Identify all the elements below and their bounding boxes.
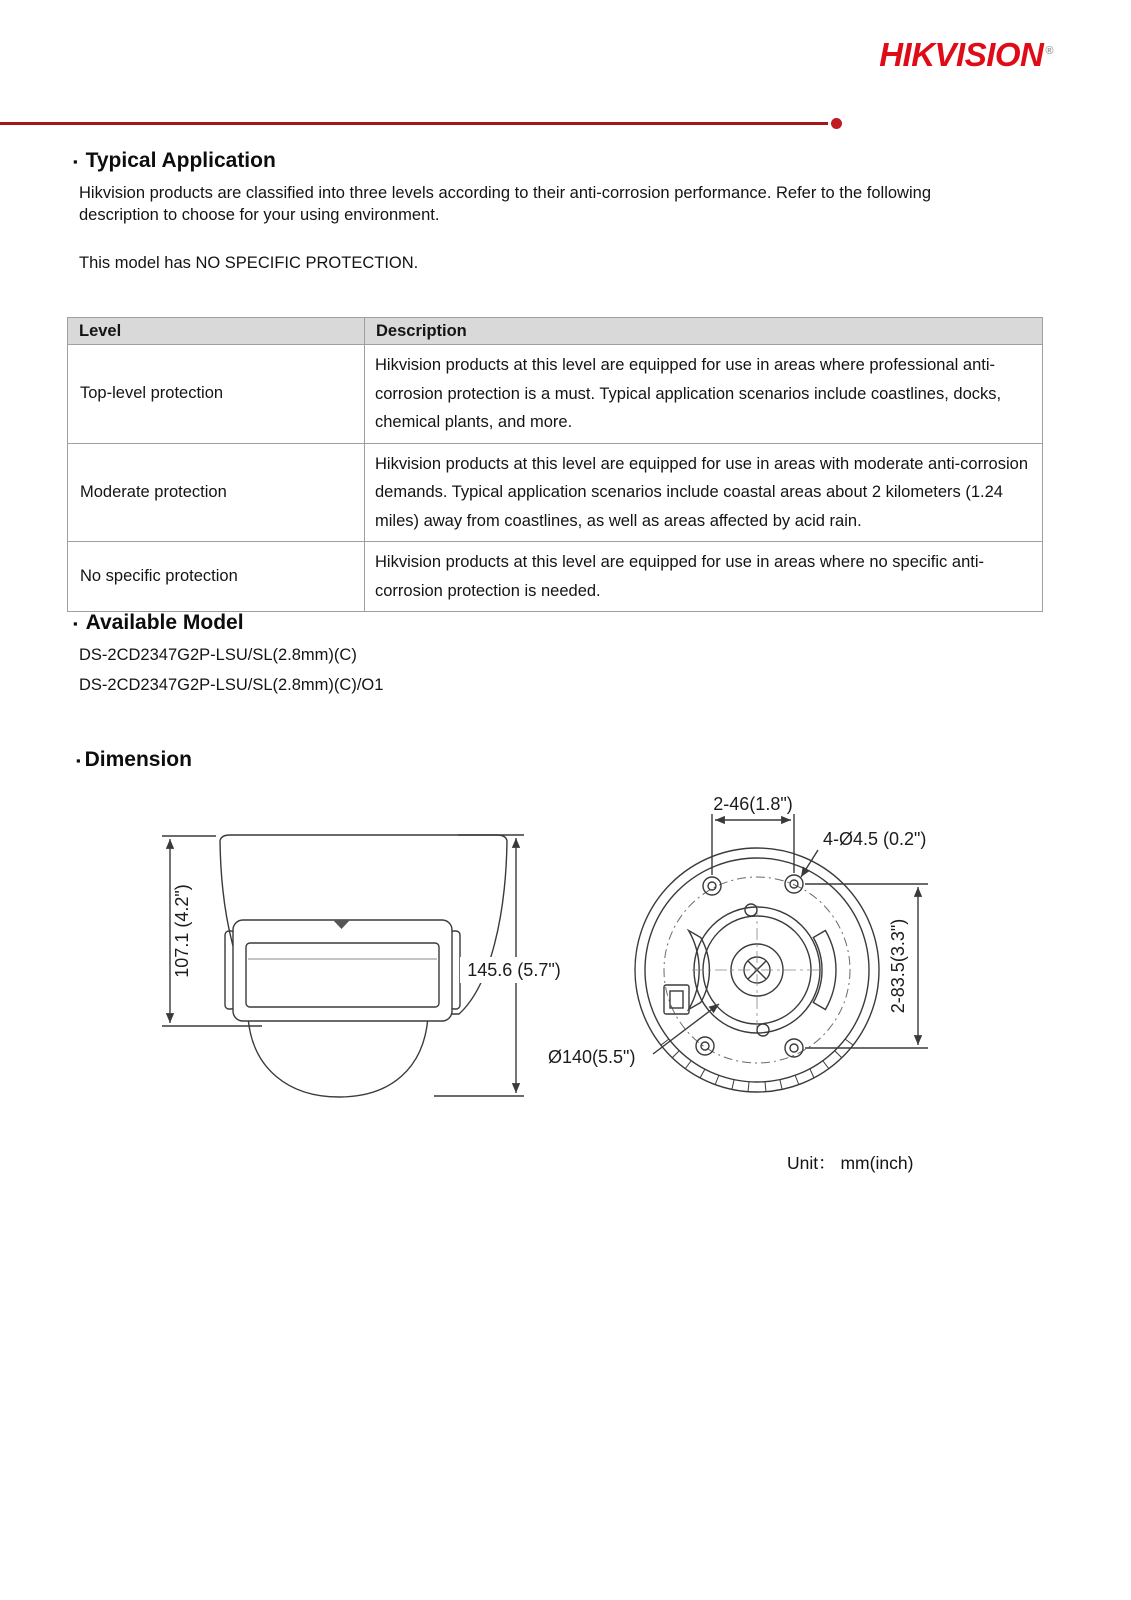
table-row — [68, 345, 1043, 444]
typical-application-title — [73, 149, 276, 173]
header-divider-line — [0, 122, 828, 125]
square-bullet-icon: ▪ — [73, 153, 78, 169]
registered-mark: ® — [1045, 45, 1053, 57]
dimension-title — [76, 748, 192, 772]
column-header-description: Description — [365, 318, 1043, 345]
protection-note: This model has NO SPECIFIC PROTECTION. — [79, 254, 419, 272]
dim-label-side-total: 145.6 (5.7") — [467, 960, 561, 980]
dim-label-side-height: 107.1 (4.2") — [172, 884, 192, 978]
level-cell: Moderate protection — [68, 443, 365, 542]
square-bullet-icon: ▪ — [73, 615, 78, 631]
table-row — [68, 443, 1043, 542]
hikvision-logo — [879, 36, 1053, 74]
description-cell: Hikvision products at this level are equipped for use in areas where professional anti-corrosion protection is a must. Typical application scenarios include coastlines, docks, chemical plants, and more. — [365, 345, 1043, 444]
square-bullet-icon: ▪ — [76, 752, 81, 768]
table-row — [68, 542, 1043, 612]
camera-base-view-drawing — [635, 814, 928, 1092]
header-divider — [0, 117, 860, 130]
model-name: DS-2CD2347G2P-LSU/SL(2.8mm)(C)/O1 — [79, 676, 384, 694]
dimension-title-text: Dimension — [84, 748, 192, 771]
header-divider-dot-icon — [831, 118, 842, 129]
protection-level-table — [67, 317, 1043, 612]
column-header-level: Level — [68, 318, 365, 345]
dimension-drawings — [0, 793, 1131, 1138]
dim-label-hole-size: 4-Ø4.5 (0.2") — [823, 829, 927, 849]
dim-label-hole-pitch: 2-46(1.8") — [713, 794, 793, 814]
description-cell: Hikvision products at this level are equipped for use in areas with moderate anti-corrosion demands. Typical application scenarios include coastal areas about 2 kilometers (1.24 miles) away from coastlines, as well as areas affected by acid rain. — [365, 443, 1043, 542]
typical-application-title-text: Typical Application — [85, 149, 276, 172]
dim-label-vertical-pitch: 2-83.5(3.3") — [888, 918, 908, 1014]
table-header-row — [68, 318, 1043, 345]
typical-application-intro: Hikvision products are classified into three levels according to their anti-corrosion performance. Refer to the following description to choose for your using environment. — [79, 184, 931, 224]
available-model-title — [73, 611, 244, 635]
level-cell: No specific protection — [68, 542, 365, 612]
dim-label-base-diameter: Ø140(5.5") — [548, 1047, 636, 1067]
description-cell: Hikvision products at this level are equipped for use in areas where no specific anti-corrosion protection is needed. — [365, 542, 1043, 612]
model-name: DS-2CD2347G2P-LSU/SL(2.8mm)(C) — [79, 646, 357, 664]
hikvision-logo-text: HIKVISION — [879, 36, 1044, 73]
unit-note: Unit： mm(inch) — [787, 1153, 914, 1173]
level-cell: Top-level protection — [68, 345, 365, 444]
available-model-title-text: Available Model — [85, 611, 244, 634]
